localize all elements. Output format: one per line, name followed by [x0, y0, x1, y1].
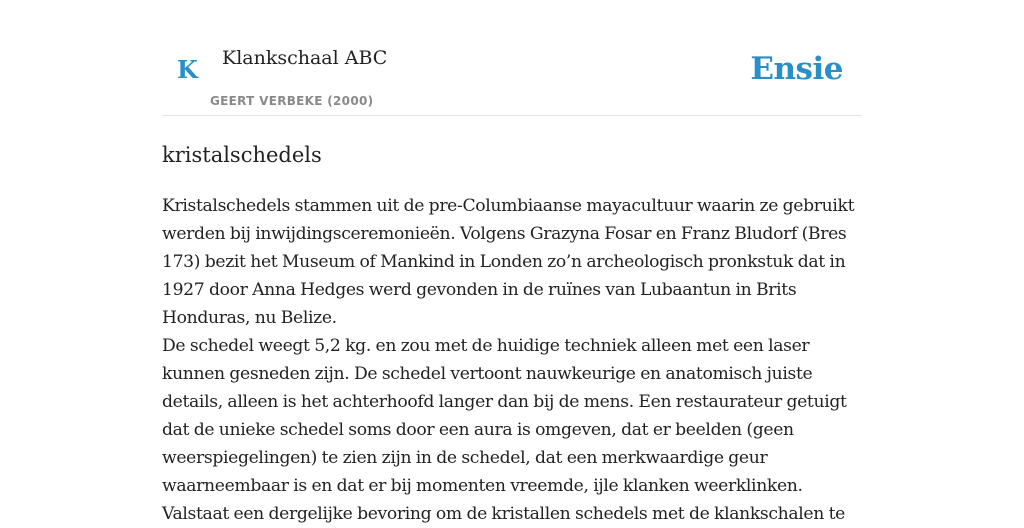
book-author[interactable]: GEERT VERBEKE (2000) [210, 94, 374, 108]
book-logo-icon[interactable]: K [177, 55, 198, 84]
entry-paragraph: De schedel weegt 5,2 kg. en zou met de huidige techniek alleen met een laser kunnen gesneden zijn. De schedel vertoont nauwkeurige en anatomisch juiste details, alleen is het achterhoofd langer dan bij de mens. Een restaurateur getuigt dat de unieke schedel soms door een aura is omgeven, dat er beelden (geen weerspiegelingen) te zien zijn in de schedel, dat een merkwaardige geur waarneembaar is en dat er bij momenten vreemde, ijle klanken weerklinken. [162, 336, 847, 496]
book-title-link[interactable]: Klankschaal ABC [222, 47, 388, 69]
entry-paragraph: Valstaat een dergelijke bevoring om de kristallen schedels met de klankschalen te [162, 504, 845, 524]
entry-title: kristalschedels [162, 143, 322, 167]
ensie-logo[interactable]: Ensie [750, 51, 843, 87]
entry-body [162, 192, 862, 528]
header [162, 0, 862, 116]
entry-paragraph: Kristalschedels stammen uit de pre-Columbiaanse mayacultuur waarin ze gebruikt werden bij inwijdingsceremonieën. Volgens Grazyna Fosar en Franz Bludorf (Bres 173) bezit het Museum of Mankind in Londen zo’n archeologisch pronkstuk dat in 1927 door Anna Hedges werd gevonden in de ruïnes van Lubaantun in Brits Honduras, nu Belize. [162, 196, 855, 328]
